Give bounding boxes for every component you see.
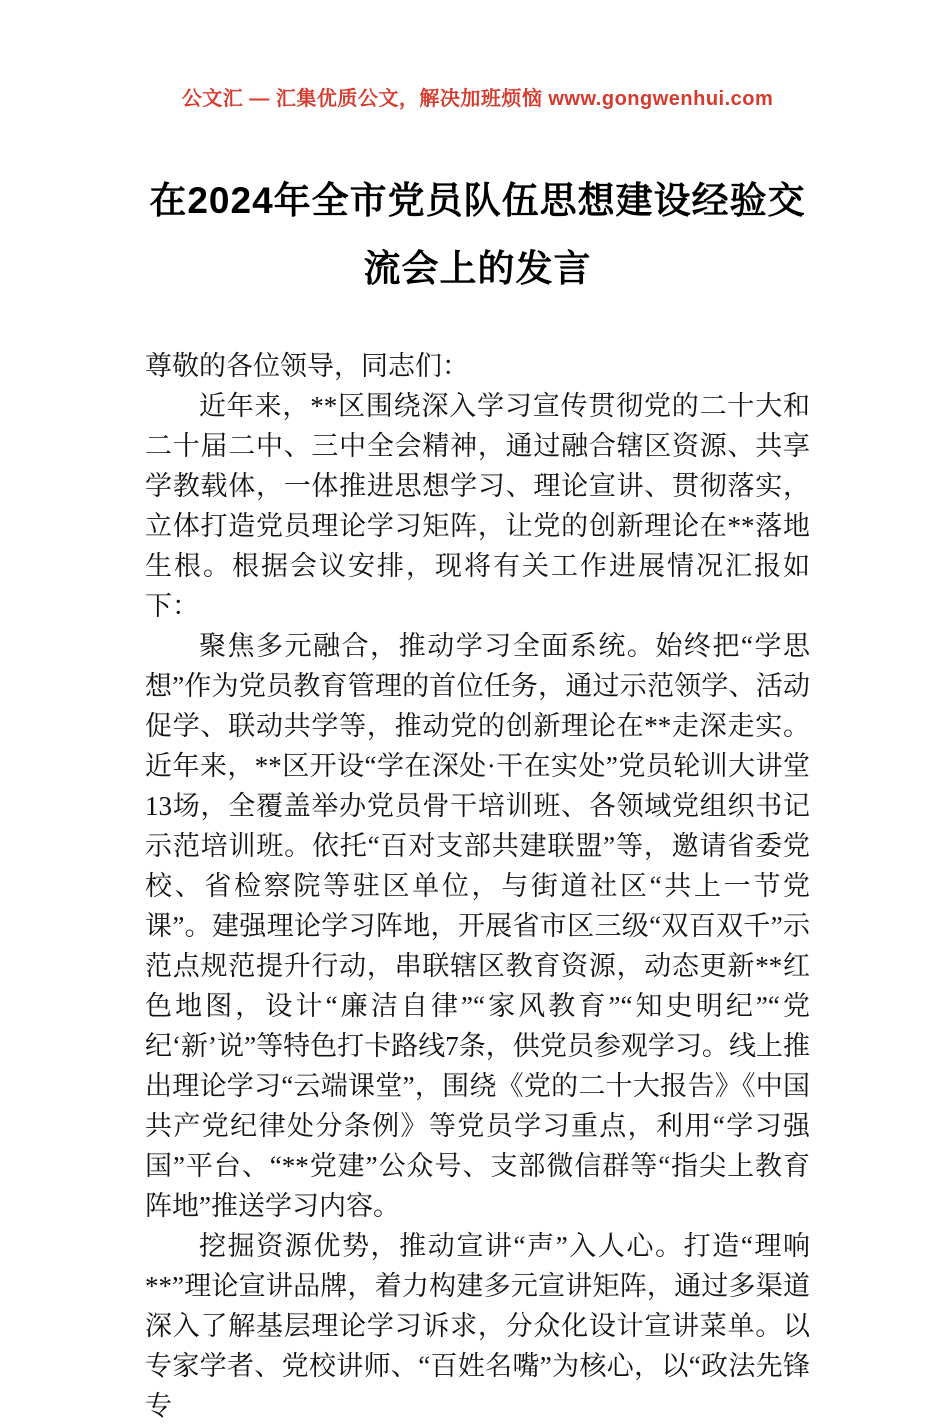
document-title: 在2024年全市党员队伍思想建设经验交流会上的发言 bbox=[149, 180, 806, 290]
salutation: 尊敬的各位领导，同志们： bbox=[145, 350, 469, 381]
paragraph: 聚焦多元融合，推动学习全面系统。始终把“学思想”作为党员教育管理的首位任务，通过示范领学、活动促学、联动共学等，推动党的创新理论在**走深走实。近年来，**区开设“学在深处·干在实处”党员轮训大讲堂13场，全覆盖举办党员骨干培训班、各领域党组织书记示范培训班。依托“百对支部共建联盟”等，邀请省委党校、省检察院等驻区单位，与街道社区“共上一节党课”。建强理论学习阵地，开展省市区三级“双百双千”示范点规范提升行动，串联辖区教育资源，动态更新**红色地图，设计“廉洁自律”“家风教育”“知史明纪”“党纪‘新’说”等特色打卡路线7条，供党员参观学习。线上推出理论学习“云端课堂”，围绕《党的二十大报告》《中国共产党纪律处分条例》等党员学习重点，利用“学习强国”平台、“**党建”公众号、支部微信群等“指尖上教育阵地”推送学习内容。 bbox=[145, 630, 810, 1221]
site-watermark: 公文汇 — 汇集优质公文，解决加班烦恼 www.gongwenhui.com bbox=[181, 88, 774, 110]
paragraph: 近年来，**区围绕深入学习宣传贯彻党的二十大和二十届二中、三中全会精神，通过融合辖区资源、共享学教载体，一体推进思想学习、理论宣讲、贯彻落实，立体打造党员理论学习矩阵，让党的创新理论在**落地生根。根据会议安排，现将有关工作进展情况汇报如下： bbox=[145, 390, 810, 621]
paragraph: 挖掘资源优势，推动宣讲“声”入人心。打造“理响**”理论宣讲品牌，着力构建多元宣讲矩阵，通过多渠道深入了解基层理论学习诉求，分众化设计宣讲菜单。以专家学者、党校讲师、“百姓名嘴”为核心，以“政法先锋专 bbox=[145, 1230, 810, 1421]
document-body bbox=[145, 346, 810, 1426]
